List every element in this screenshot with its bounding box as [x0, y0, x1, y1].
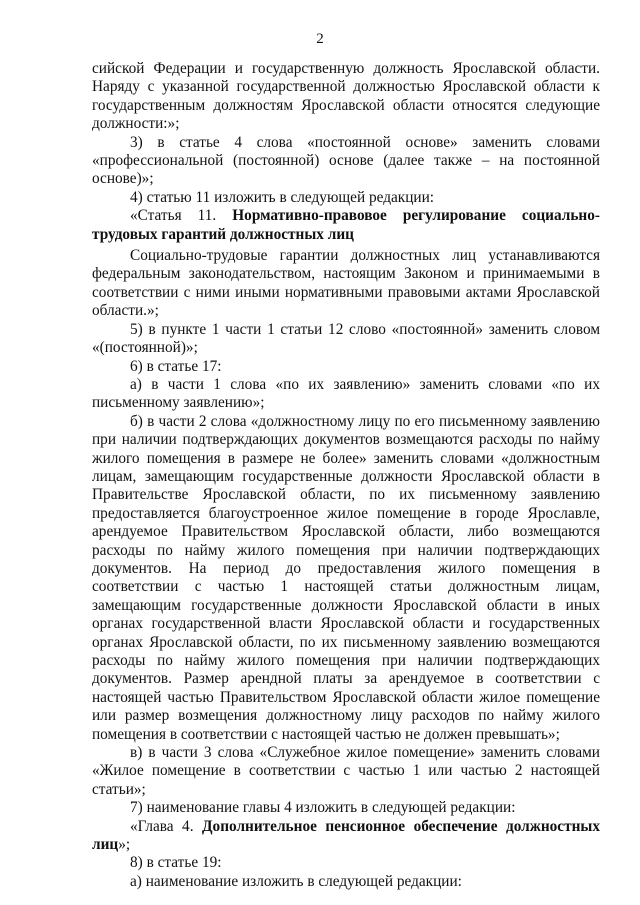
paragraph-item-6: 6) в статье 17: [130, 357, 222, 375]
paragraph-item-3: 3) в статье 4 слова «постоянной основе» заменить словами «профессиональной (постоянной) основе (далее также – на постоянной основе)»; [92, 133, 600, 188]
chapter-suffix: »; [118, 836, 131, 854]
paragraph-chapter-4-heading [92, 818, 600, 855]
article-title: Нормативно-правовое регулирование социально-трудовых гарантий должностных лиц [92, 207, 600, 243]
paragraph-continuation: сийской Федерации и государственную должность Ярославской области. Наряду с указанной государственной должностью Ярославской области к государственным должностям Ярославской области относятся следующие должности:»; [92, 60, 600, 133]
paragraph-item-5: 5) в пункте 1 части 1 статьи 12 слово «постоянной» заменить словом «(постоянной)»; [92, 320, 600, 357]
chapter-title: Дополнительное пенсионное обеспечение должностных лиц [92, 817, 600, 854]
paragraph-item-6v: в) в части 3 слова «Служебное жилое помещение» заменить словами «Жилое помещение в соответствии с частью 1 или частью 2 настоящей статьи»; [92, 744, 600, 798]
paragraph-item-8: 8) в статье 19: [130, 854, 222, 872]
article-prefix: «Статья 11. [130, 207, 233, 225]
paragraph-item-8a: а) наименование изложить в следующей редакции: [130, 872, 462, 890]
document-body [92, 60, 600, 891]
paragraph-item-6a: а) в части 1 слова «по их заявлению» заменить словами «по их письменному заявлению»; [92, 375, 600, 412]
page-number: 2 [316, 31, 324, 47]
paragraph-item-4: 4) статью 11 изложить в следующей редакции: [130, 188, 435, 206]
paragraph-article-11-heading [92, 207, 600, 244]
chapter-prefix: «Глава 4. [130, 817, 203, 835]
paragraph-item-6b: б) в части 2 слова «должностному лицу по его письменному заявлению при наличии подтверждающих документов возмещаются расходы по найму жилого помещения в размере не более» заменить словами «должностным лицам, замещающим государственные должности Ярославской области в Правительстве Ярославской области, по их письменному заявлению предоставляется благоустроенное жилое помещение в городе Ярославле, арендуемое Правительством Ярославской области, либо возмещаются расходы по найму жилого помещения при наличии подтверждающих документов. На период до предоставления жилого помещения в соответствии с частью 1 настоящей статьи должностным лицам, замещающим государственные должности Ярославской области в иных органах государственной власти Ярославской области и государственных органах Ярославской области, по их письменному заявлению возмещаются расходы по найму жилого помещения при наличии подтверждающих документов. Размер арендной платы за арендуемое в соответствии с настоящей частью Правительством Ярославской области жилое помещение или размер возмещения должностному лицу расходов по найму жилого помещения в соответствии с настоящей частью не должен превышать»; [92, 412, 600, 743]
paragraph-article-11-body: Социально-трудовые гарантии должностных лиц устанавливаются федеральным законодательством, настоящим Законом и принимаемыми в соответствии с ними иными нормативными правовыми актами Ярославской области.»; [92, 247, 600, 320]
paragraph-item-7: 7) наименование главы 4 изложить в следующей редакции: [130, 799, 516, 817]
